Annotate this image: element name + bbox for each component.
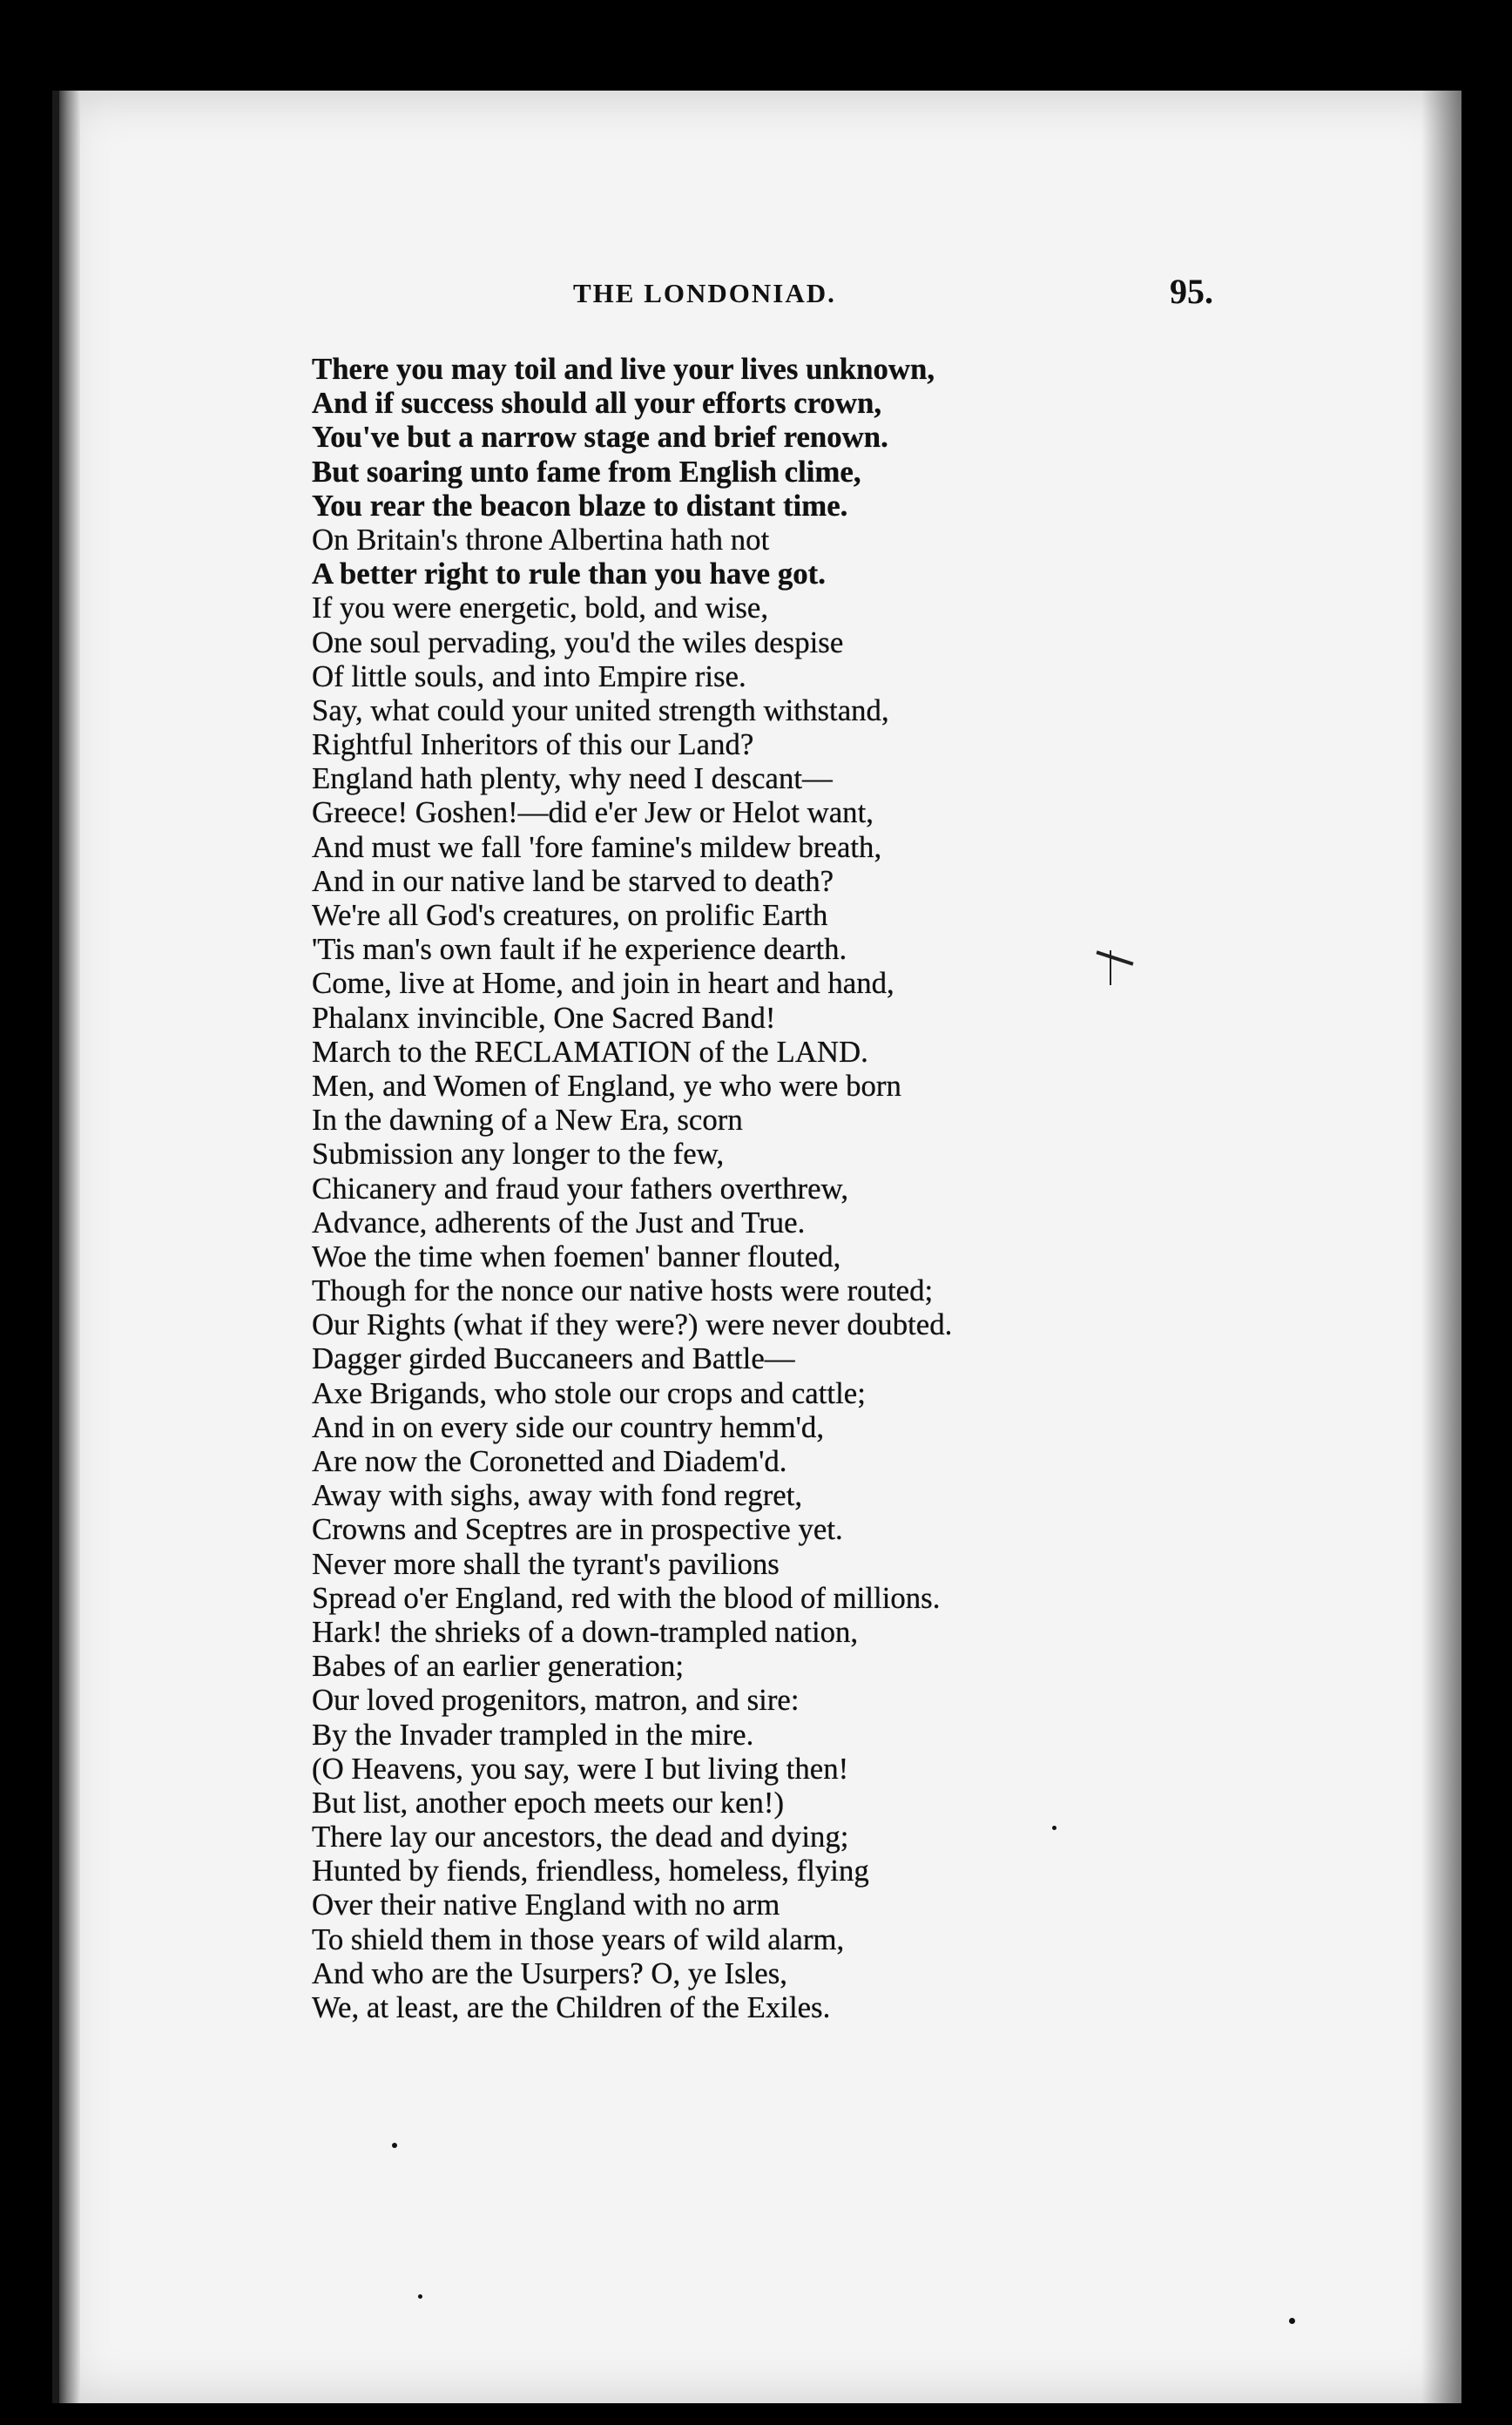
poem-line: Our loved progenitors, matron, and sire: (312, 1683, 800, 1718)
poem-line: And who are the Usurpers? O, ye Isles, (312, 1956, 787, 1990)
poem-line: And if success should all your efforts crown, (312, 386, 882, 421)
poem-line: Of little souls, and into Empire rise. (312, 659, 746, 693)
poem-line: On Britain's throne Albertina hath not (312, 522, 770, 557)
poem-line: Hunted by fiends, friendless, homeless, flying (312, 1854, 869, 1888)
ink-speck (392, 2143, 397, 2148)
poem-line: If you were energetic, bold, and wise, (312, 591, 769, 625)
page-gutter-shadow (59, 91, 80, 2403)
poem-line: And must we fall 'fore famine's mildew breath, (312, 829, 882, 864)
ink-speck (1052, 1826, 1056, 1830)
poem-line: You rear the beacon blaze to distant time. (312, 488, 848, 523)
poem-line: (O Heavens, you say, were I but living then! (312, 1751, 849, 1786)
page-header (59, 272, 1461, 330)
page-number: 95. (1170, 272, 1213, 311)
poem-line: Rightful Inheritors of this our Land? (312, 727, 754, 762)
poem-line: In the dawning of a New Era, scorn (312, 1103, 743, 1138)
poem-line: Phalanx invincible, One Sacred Band! (312, 1000, 776, 1035)
poem-line: 'Tis man's own fault if he experience dearth. (312, 932, 847, 967)
poem-line: Though for the nonce our native hosts were routed; (312, 1273, 934, 1308)
poem-line: Never more shall the tyrant's pavilions (312, 1546, 780, 1581)
page-edge-shadow (1421, 91, 1461, 2403)
ink-speck (418, 2294, 422, 2299)
poem-line: England hath plenty, why need I descant— (312, 761, 833, 796)
poem-line: Woe the time when foemen' banner flouted, (312, 1239, 841, 1273)
poem-line: You've but a narrow stage and brief renown. (312, 420, 888, 455)
running-title: THE LONDONIAD. (573, 278, 836, 308)
book-page (52, 91, 1461, 2403)
poem-line: To shield them in those years of wild alarm, (312, 1922, 845, 1956)
poem-line: Submission any longer to the few, (312, 1137, 725, 1172)
ink-speck (1289, 2318, 1295, 2324)
poem-line: One soul pervading, you'd the wiles despise (312, 625, 844, 659)
poem-line: Come, live at Home, and join in heart and hand, (312, 966, 894, 1001)
poem-line: A better right to rule than you have got. (312, 557, 826, 591)
poem-line: And in on every side our country hemm'd, (312, 1409, 825, 1444)
poem-line: Spread o'er England, red with the blood of millions. (312, 1580, 941, 1615)
poem-line: Chicanery and fraud your fathers overthrew, (312, 1171, 849, 1206)
poem-text (312, 352, 1374, 2024)
poem-line: Say, what could your united strength withstand, (312, 692, 889, 727)
poem-line: Greece! Goshen!—did e'er Jew or Helot want, (312, 795, 874, 830)
poem-line: Our Rights (what if they were?) were never doubted. (312, 1307, 953, 1342)
poem-line: Crowns and Sceptres are in prospective yet. (312, 1512, 843, 1547)
poem-line: By the Invader trampled in the mire. (312, 1717, 754, 1752)
poem-line: Men, and Women of England, ye who were born (312, 1068, 901, 1103)
poem-line: March to the RECLAMATION of the LAND. (312, 1034, 868, 1069)
poem-line: Are now the Coronetted and Diadem'd. (312, 1444, 787, 1478)
poem-line: Away with sighs, away with fond regret, (312, 1478, 803, 1513)
poem-line: And in our native land be starved to death? (312, 863, 834, 898)
poem-line: Advance, adherents of the Just and True. (312, 1205, 806, 1240)
poem-line: We're all God's creatures, on prolific Earth (312, 898, 828, 932)
poem-line: But list, another epoch meets our ken!) (312, 1785, 785, 1820)
poem-line: Babes of an earlier generation; (312, 1649, 685, 1684)
poem-line: Dagger girded Buccaneers and Battle— (312, 1341, 795, 1376)
poem-line: We, at least, are the Children of the Exiles. (312, 1990, 831, 2024)
poem-line: Axe Brigands, who stole our crops and cattle; (312, 1375, 866, 1410)
poem-line: But soaring unto fame from English clime, (312, 454, 861, 489)
poem-line: Hark! the shrieks of a down-trampled nation, (312, 1614, 859, 1649)
poem-line: Over their native England with no arm (312, 1888, 780, 1922)
poem-line: There lay our ancestors, the dead and dying; (312, 1820, 849, 1854)
poem-line: There you may toil and live your lives unknown, (312, 352, 935, 386)
